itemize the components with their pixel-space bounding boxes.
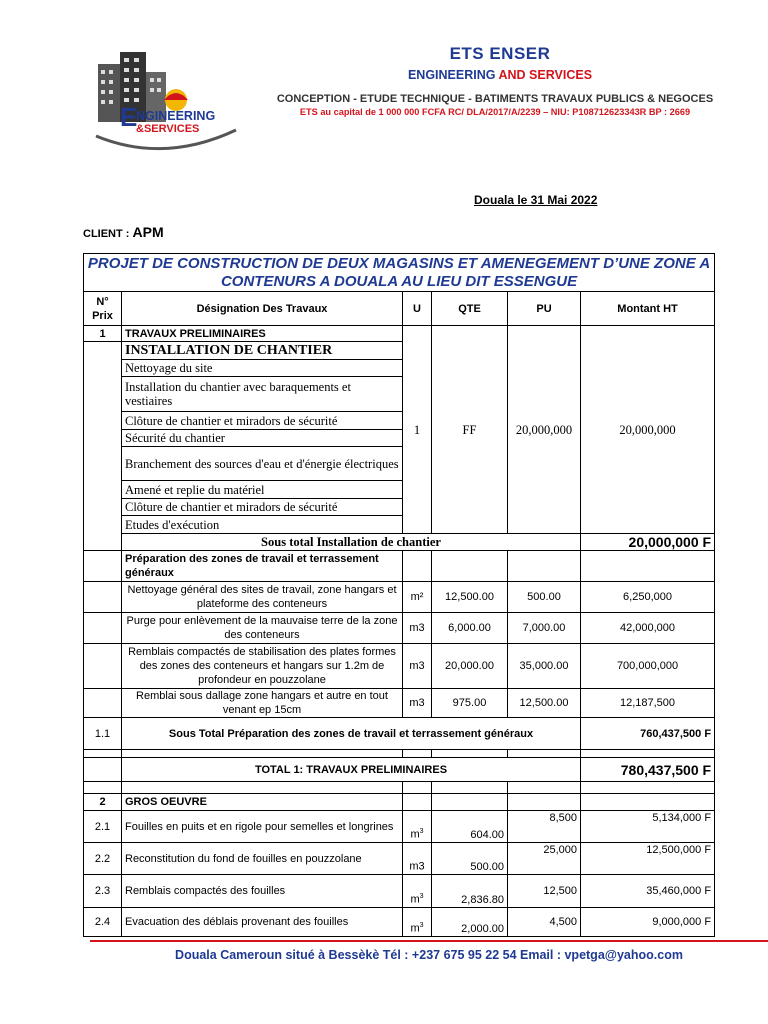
section-title: GROS OEUVRE	[122, 794, 403, 811]
subtotal-row	[84, 534, 715, 551]
empty-cell	[122, 782, 403, 794]
empty-cell	[84, 644, 122, 689]
empty-cell	[508, 750, 581, 758]
empty-cell	[581, 794, 715, 811]
prep-unit: m3	[403, 644, 432, 689]
company-logo	[90, 46, 238, 158]
quote-table	[83, 253, 715, 937]
item-pu: 25,000	[508, 843, 581, 875]
prep-amount: 700,000,000	[581, 644, 715, 689]
item-designation: Evacuation des déblais provenant des fouilles	[122, 908, 403, 937]
spacer-row	[84, 750, 715, 758]
subtotal-row	[84, 718, 715, 750]
empty-cell	[84, 613, 122, 644]
item-unit	[403, 843, 432, 875]
unit-text: m3	[409, 861, 425, 873]
empty-cell	[84, 534, 122, 551]
install-item: Nettoyage du site	[122, 360, 403, 377]
col-header-designation: Désignation Des Travaux	[122, 292, 403, 326]
install-pu: 20,000,000	[508, 326, 581, 534]
document-date: Douala le 31 Mai 2022	[474, 193, 598, 207]
item-pu: 12,500	[508, 875, 581, 908]
prep-qty: 12,500.00	[432, 582, 508, 613]
prep-designation: Nettoyage général des sites de travail, zone hangars et plateforme des conteneurs	[122, 582, 403, 613]
prep-subtotal-num: 1.1	[84, 718, 122, 750]
install-item: Clôture de chantier et miradors de sécurité	[122, 412, 403, 430]
svg-text:&SERVICES: &SERVICES	[136, 123, 200, 135]
item-pu: 8,500	[508, 811, 581, 843]
table-row	[84, 843, 715, 875]
footer-contact: Douala Cameroun situé à Bessèkè Tél : +237 675 95 22 54 Email : vpetga@yahoo.com	[175, 948, 683, 962]
prep-qty: 975.00	[432, 689, 508, 718]
install-item: Branchement des sources d'eau et d'énergie électriques	[122, 447, 403, 481]
col-header-amount: Montant HT	[581, 292, 715, 326]
empty-cell	[581, 750, 715, 758]
unit-text: m	[410, 829, 420, 841]
client-label: CLIENT :	[83, 228, 133, 240]
prep-pu: 7,000.00	[508, 613, 581, 644]
section-row	[84, 794, 715, 811]
footer-divider	[90, 940, 768, 942]
company-name: ETS ENSER	[449, 44, 551, 63]
prep-subtotal-label: Sous Total Préparation des zones de travail et terrassement généraux	[122, 718, 581, 750]
install-item: Etudes d'exécution	[122, 516, 403, 534]
prep-designation: Purge pour enlèvement de la mauvaise terre de la zone des conteneurs	[122, 613, 403, 644]
item-unit	[403, 908, 432, 937]
col-header-unit: U	[403, 292, 432, 326]
install-title: INSTALLATION DE CHANTIER	[122, 342, 403, 360]
spacer-row	[84, 782, 715, 794]
empty-cell	[403, 551, 432, 582]
svg-text:NGINEERING: NGINEERING	[136, 109, 216, 123]
client-name: APM	[132, 224, 164, 240]
table-row	[84, 613, 715, 644]
item-amount: 35,460,000 F	[581, 875, 715, 908]
item-qty: 2,000.00	[432, 908, 508, 937]
total-label: TOTAL 1: TRAVAUX PRELIMINAIRES	[122, 758, 581, 782]
tagline-part-a: ENGINEERING	[407, 68, 496, 82]
prep-pu: 12,500.00	[508, 689, 581, 718]
install-unit: 1	[403, 326, 432, 534]
company-registration: ETS au capital de 1 000 000 FCFA RC/ DLA/2017/A/2239 – NIU: P108712623343R BP : 2669	[299, 107, 691, 117]
prep-unit: m3	[403, 613, 432, 644]
empty-cell	[84, 582, 122, 613]
empty-cell	[84, 342, 122, 534]
unit-exponent: 3	[419, 893, 424, 901]
prep-amount: 12,187,500	[581, 689, 715, 718]
prep-amount: 42,000,000	[581, 613, 715, 644]
empty-cell	[508, 551, 581, 582]
item-unit	[403, 811, 432, 843]
install-subtotal-label: Sous total Installation de chantier	[122, 534, 581, 551]
prep-pu: 35,000.00	[508, 644, 581, 689]
total-amount: 780,437,500 F	[581, 758, 715, 782]
item-qty: 500.00	[432, 843, 508, 875]
header-row	[84, 292, 715, 326]
item-designation: Reconstitution du fond de fouilles en pouzzolane	[122, 843, 403, 875]
item-amount: 5,134,000 F	[581, 811, 715, 843]
subsection-row	[84, 551, 715, 582]
client-line	[83, 224, 164, 240]
prep-designation: Remblais compactés de stabilisation des plates formes des zones des conteneurs et hangars sur 1.2m de profondeur en pouzzolane	[122, 644, 403, 689]
item-designation: Remblais compactés des fouilles	[122, 875, 403, 908]
table-row	[84, 582, 715, 613]
item-designation: Fouilles en puits et en rigole pour semelles et longrines	[122, 811, 403, 843]
section-num: 1	[84, 326, 122, 342]
install-qty: FF	[432, 326, 508, 534]
item-num: 2.1	[84, 811, 122, 843]
prep-title: Préparation des zones de travail et terrassement généraux	[122, 551, 403, 582]
company-tagline	[300, 68, 700, 82]
title-row	[84, 254, 715, 292]
prep-unit: m²	[403, 582, 432, 613]
project-title: PROJET DE CONSTRUCTION DE DEUX MAGASINS ET AMENEGEMENT D’UNE ZONE A CONTENURS A DOUALA AU LIEU DIT ESSENGUE	[84, 254, 715, 292]
item-qty: 604.00	[432, 811, 508, 843]
table-row	[84, 689, 715, 718]
empty-cell	[432, 782, 508, 794]
empty-cell	[508, 794, 581, 811]
svg-text:E: E	[120, 102, 138, 132]
unit-text: m	[410, 894, 420, 906]
install-item: Amené et replie du matériel	[122, 481, 403, 499]
col-header-qty: QTE	[432, 292, 508, 326]
prep-amount: 6,250,000	[581, 582, 715, 613]
empty-cell	[432, 794, 508, 811]
empty-cell	[432, 551, 508, 582]
empty-cell	[403, 750, 432, 758]
table-row	[84, 875, 715, 908]
install-item: Clôture de chantier et miradors de sécurité	[122, 499, 403, 516]
empty-cell	[122, 750, 403, 758]
table-row	[84, 811, 715, 843]
item-num: 2.2	[84, 843, 122, 875]
table-row	[84, 644, 715, 689]
col-header-num: N° Prix	[84, 292, 122, 326]
empty-cell	[581, 782, 715, 794]
empty-cell	[403, 794, 432, 811]
prep-qty: 20,000.00	[432, 644, 508, 689]
section-num: 2	[84, 794, 122, 811]
section-row	[84, 326, 715, 342]
prep-subtotal: 760,437,500 F	[581, 718, 715, 750]
empty-cell	[403, 782, 432, 794]
install-item: Sécurité du chantier	[122, 430, 403, 447]
total-row	[84, 758, 715, 782]
install-subtotal: 20,000,000 F	[581, 534, 715, 551]
install-amount: 20,000,000	[581, 326, 715, 534]
empty-cell	[581, 551, 715, 582]
prep-qty: 6,000.00	[432, 613, 508, 644]
unit-text: m	[410, 923, 420, 935]
empty-cell	[432, 750, 508, 758]
item-amount: 12,500,000 F	[581, 843, 715, 875]
empty-cell	[84, 758, 122, 782]
item-unit	[403, 875, 432, 908]
item-num: 2.4	[84, 908, 122, 937]
empty-cell	[508, 782, 581, 794]
item-num: 2.3	[84, 875, 122, 908]
col-header-pu: PU	[508, 292, 581, 326]
tagline-part-b: AND SERVICES	[498, 68, 593, 82]
prep-pu: 500.00	[508, 582, 581, 613]
empty-cell	[84, 782, 122, 794]
table-row	[84, 908, 715, 937]
empty-cell	[84, 750, 122, 758]
prep-designation: Remblai sous dallage zone hangars et autre en tout venant ep 15cm	[122, 689, 403, 718]
unit-exponent: 3	[419, 828, 424, 836]
item-qty: 2,836.80	[432, 875, 508, 908]
install-item: Installation du chantier avec baraquements et vestiaires	[122, 377, 403, 412]
item-pu: 4,500	[508, 908, 581, 937]
item-amount: 9,000,000 F	[581, 908, 715, 937]
prep-unit: m3	[403, 689, 432, 718]
unit-exponent: 3	[419, 922, 424, 930]
company-activity: CONCEPTION - ETUDE TECHNIQUE - BATIMENTS TRAVAUX PUBLICS & NEGOCES	[276, 93, 714, 105]
empty-cell	[84, 689, 122, 718]
section-title: TRAVAUX PRELIMINAIRES	[122, 326, 403, 342]
empty-cell	[84, 551, 122, 582]
